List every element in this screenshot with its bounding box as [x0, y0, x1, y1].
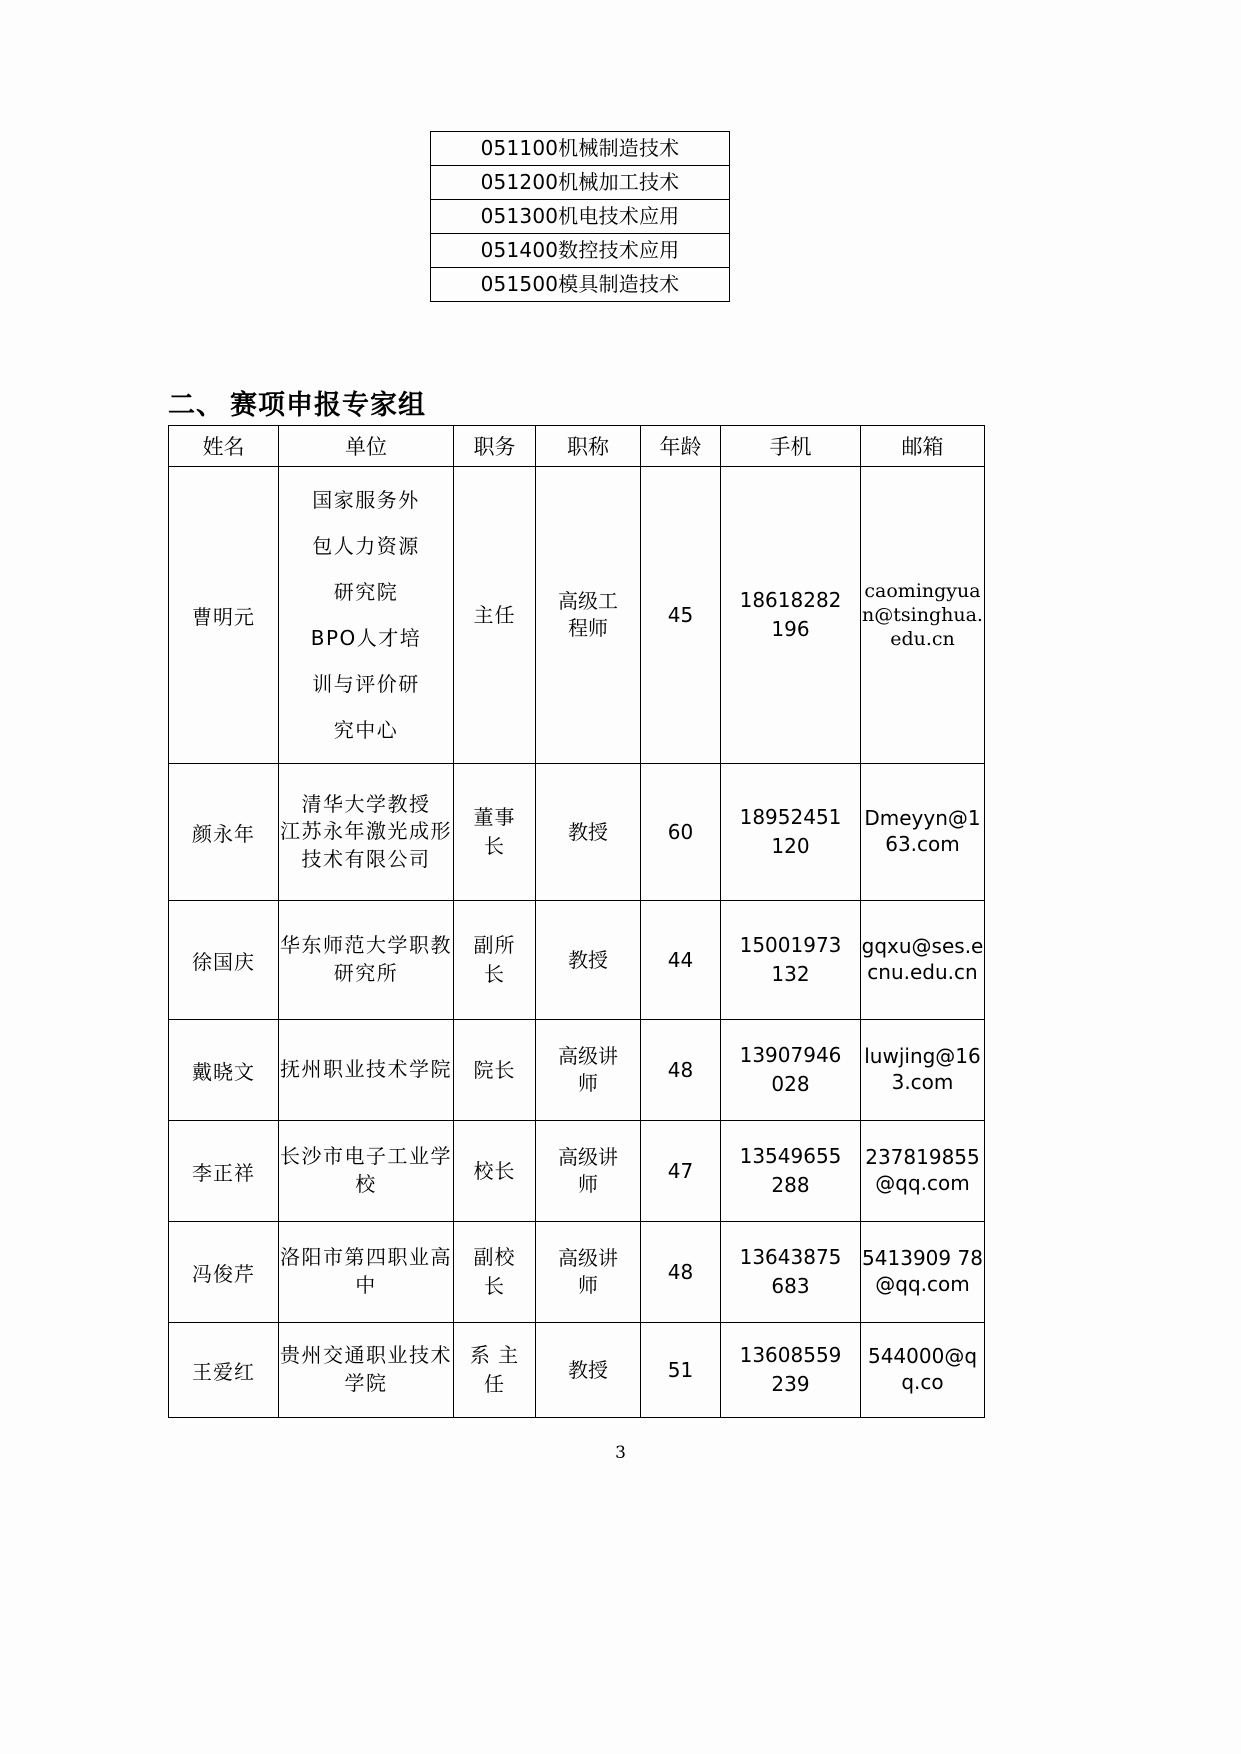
expert-age: 44 [641, 901, 721, 1020]
major-code-cell: 051100机械制造技术 [431, 132, 730, 166]
expert-age: 47 [641, 1121, 721, 1222]
expert-title: 高级工 程师 [536, 467, 641, 764]
expert-name: 颜永年 [169, 764, 279, 901]
expert-post: 副所 长 [454, 901, 536, 1020]
expert-age: 45 [641, 467, 721, 764]
expert-email: 544000@qq.co [861, 1323, 985, 1418]
expert-post: 董事 长 [454, 764, 536, 901]
column-header-email: 邮箱 [861, 426, 985, 467]
expert-email: caomingyuan@tsinghua.edu.cn [861, 467, 985, 764]
table-row [169, 901, 985, 1020]
expert-email: Dmeyyn@163.com [861, 764, 985, 901]
table-row [169, 1020, 985, 1121]
expert-organization: 长沙市电子工业学校 [279, 1121, 454, 1222]
expert-phone: 18618282 196 [721, 467, 861, 764]
table-row [431, 200, 730, 234]
major-code-cell: 051300机电技术应用 [431, 200, 730, 234]
expert-table [168, 425, 985, 1418]
expert-name: 徐国庆 [169, 901, 279, 1020]
column-header-phone: 手机 [721, 426, 861, 467]
expert-phone: 13643875 683 [721, 1222, 861, 1323]
expert-name: 王爱红 [169, 1323, 279, 1418]
table-row [169, 1323, 985, 1418]
expert-title: 高级讲 师 [536, 1020, 641, 1121]
expert-organization: 华东师范大学职教研究所 [279, 901, 454, 1020]
table-row [431, 268, 730, 302]
table-row [169, 467, 985, 764]
expert-age: 60 [641, 764, 721, 901]
expert-age: 48 [641, 1222, 721, 1323]
expert-title: 高级讲 师 [536, 1121, 641, 1222]
expert-post: 副校 长 [454, 1222, 536, 1323]
major-code-table [430, 131, 730, 302]
expert-phone: 18952451 120 [721, 764, 861, 901]
expert-name: 李正祥 [169, 1121, 279, 1222]
major-code-cell: 051400数控技术应用 [431, 234, 730, 268]
expert-title: 教授 [536, 764, 641, 901]
major-code-cell: 051500模具制造技术 [431, 268, 730, 302]
expert-post: 系 主 任 [454, 1323, 536, 1418]
expert-organization: 清华大学教授 江苏永年激光成形技术有限公司 [279, 764, 454, 901]
column-header-name: 姓名 [169, 426, 279, 467]
expert-email: luwjing@163.com [861, 1020, 985, 1121]
major-code-table-container [430, 131, 730, 302]
expert-title: 教授 [536, 901, 641, 1020]
table-row [169, 1121, 985, 1222]
table-row [431, 132, 730, 166]
section-heading [168, 383, 426, 422]
expert-phone: 13608559 239 [721, 1323, 861, 1418]
table-row [431, 166, 730, 200]
expert-age: 51 [641, 1323, 721, 1418]
major-code-cell: 051200机械加工技术 [431, 166, 730, 200]
expert-phone: 15001973 132 [721, 901, 861, 1020]
expert-email: gqxu@ses.ecnu.edu.cn [861, 901, 985, 1020]
table-row [169, 764, 985, 901]
expert-name: 戴晓文 [169, 1020, 279, 1121]
expert-table-header-row [169, 426, 985, 467]
expert-email: 5413909 78@qq.com [861, 1222, 985, 1323]
expert-age: 48 [641, 1020, 721, 1121]
expert-name: 曹明元 [169, 467, 279, 764]
expert-post: 主任 [454, 467, 536, 764]
expert-organization: 贵州交通职业技术学院 [279, 1323, 454, 1418]
expert-title: 教授 [536, 1323, 641, 1418]
expert-title: 高级讲 师 [536, 1222, 641, 1323]
table-row [169, 1222, 985, 1323]
table-row [431, 234, 730, 268]
expert-organization: 国家服务外 包人力资源 研究院 BPO人才培 训与评价研 究中心 [279, 467, 454, 764]
column-header-organization: 单位 [279, 426, 454, 467]
expert-phone: 13549655 288 [721, 1121, 861, 1222]
expert-table-container [168, 425, 984, 1418]
expert-post: 院长 [454, 1020, 536, 1121]
expert-organization: 洛阳市第四职业高中 [279, 1222, 454, 1323]
expert-name: 冯俊芹 [169, 1222, 279, 1323]
expert-email: 237819855@qq.com [861, 1121, 985, 1222]
column-header-title: 职称 [536, 426, 641, 467]
column-header-post: 职务 [454, 426, 536, 467]
expert-post: 校长 [454, 1121, 536, 1222]
column-header-age: 年龄 [641, 426, 721, 467]
section-title: 赛项申报专家组 [230, 390, 426, 421]
section-number: 二、 [168, 390, 224, 421]
expert-organization: 抚州职业技术学院 [279, 1020, 454, 1121]
page-number: 3 [615, 1443, 626, 1463]
expert-phone: 13907946 028 [721, 1020, 861, 1121]
